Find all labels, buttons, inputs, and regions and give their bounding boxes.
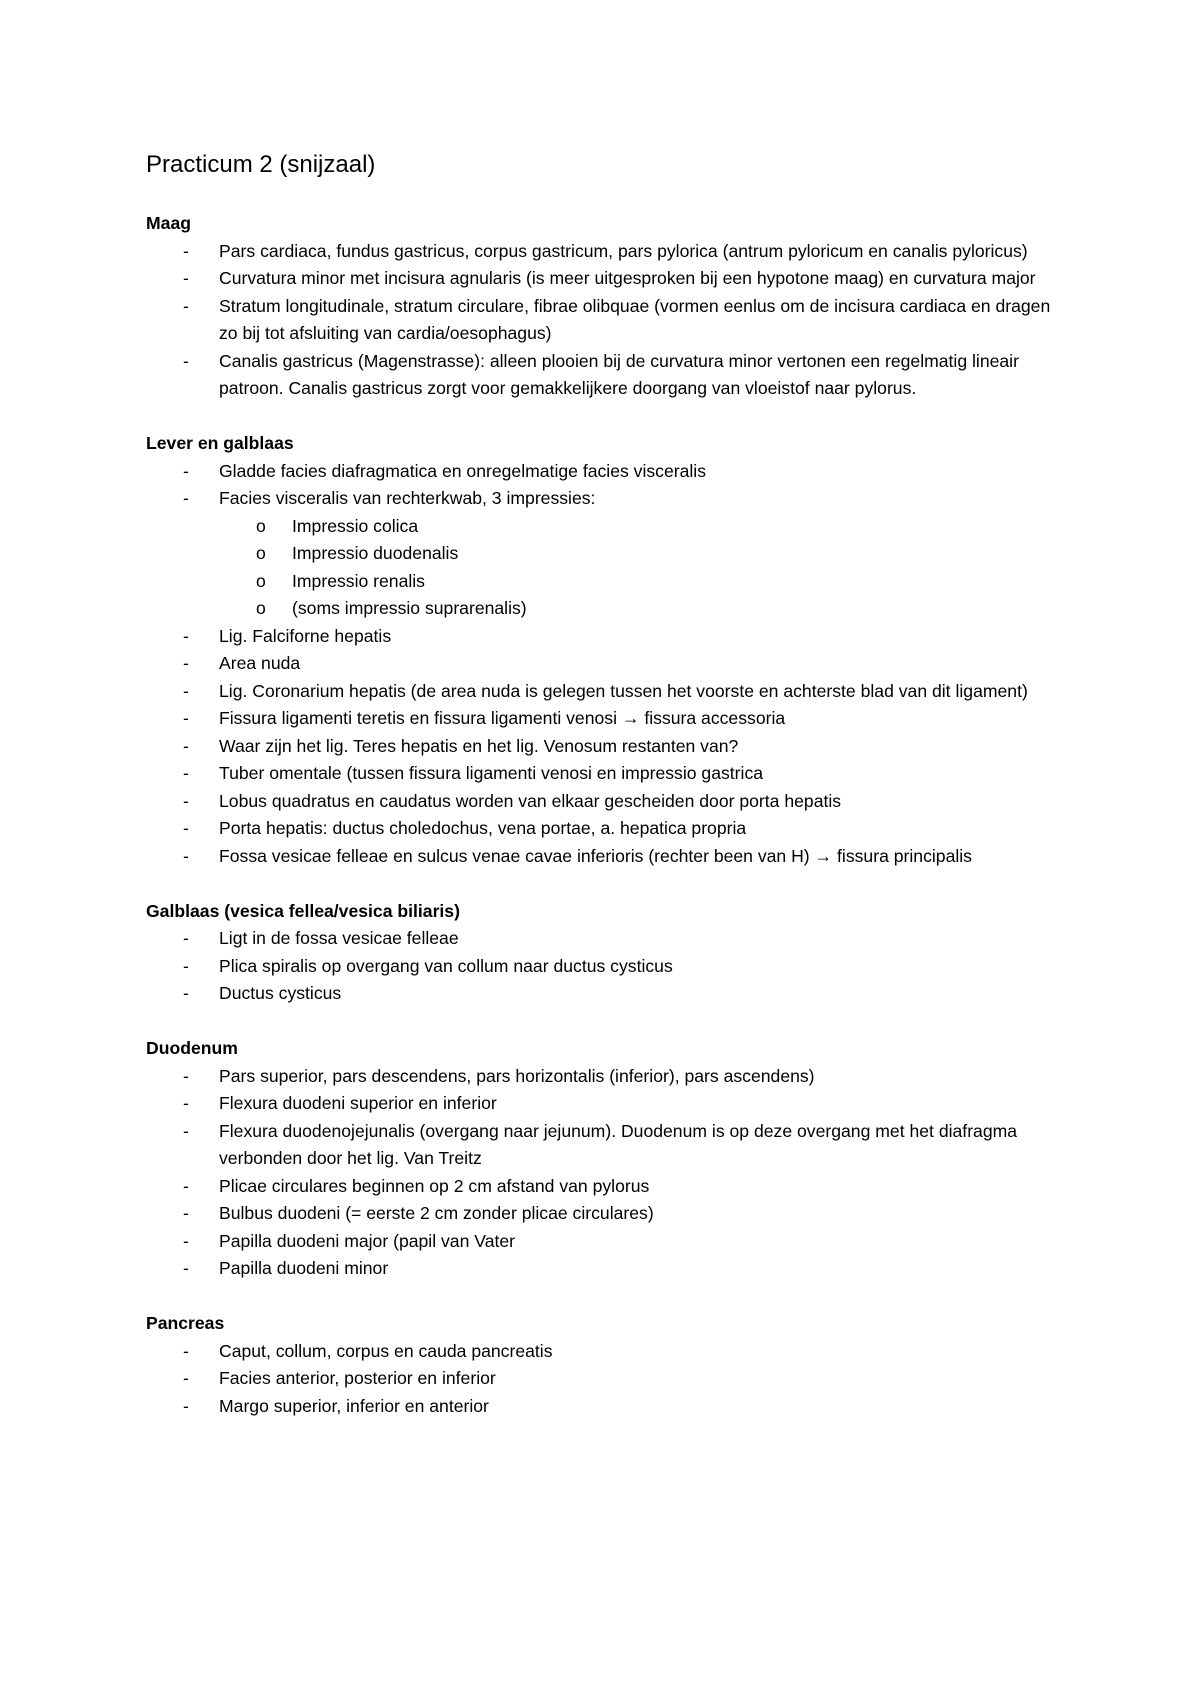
sub-list-item <box>219 540 1066 568</box>
list-item-text: Lig. Falciforne hepatis <box>219 625 392 646</box>
list-item-text: Facies visceralis van rechterkwab, 3 impressies: <box>219 488 596 508</box>
list-item <box>146 623 1066 651</box>
list-item-text: Lobus quadratus en caudatus worden van elkaar gescheiden door porta hepatis <box>219 790 842 811</box>
list-item <box>146 348 1066 403</box>
dash-bullet-icon: - <box>183 680 189 701</box>
list-item-text: Plicae circulares beginnen op 2 cm afstand van pylorus <box>219 1175 650 1196</box>
list-item <box>146 1173 1066 1201</box>
list-item-text: Papilla duodeni minor <box>219 1258 389 1278</box>
list-item <box>146 843 1066 871</box>
dash-bullet-icon: - <box>183 763 189 783</box>
dash-bullet-icon: - <box>183 1258 189 1278</box>
dash-bullet-icon: - <box>183 460 189 481</box>
dash-bullet-icon: - <box>183 955 189 976</box>
dash-bullet-icon: - <box>183 790 189 811</box>
list-item-text: Plica spiralis op overgang van collum naar ductus cysticus <box>219 955 673 976</box>
dash-bullet-icon: - <box>183 1230 189 1251</box>
dash-bullet-icon: - <box>183 1340 189 1361</box>
dash-bullet-icon: - <box>183 845 189 866</box>
list-item-text: Stratum longitudinale, stratum circulare, fibrae olibquae (vormen eenlus om de incisura cardiaca en dragen zo bij tot afsluiting van cardia/oesophagus) <box>219 295 1051 343</box>
section <box>146 898 1066 1008</box>
list-item-text: Tuber omentale (tussen fissura ligamenti venosi en impressio gastrica <box>219 763 764 783</box>
section-heading: Pancreas <box>146 1313 225 1333</box>
list-item <box>146 678 1066 706</box>
dash-bullet-icon: - <box>183 1175 189 1196</box>
section <box>146 210 1066 403</box>
circle-bullet-icon: o <box>256 515 266 536</box>
dash-bullet-icon: - <box>183 1093 189 1113</box>
circle-bullet-icon: o <box>256 598 266 618</box>
dash-bullet-icon: - <box>183 295 189 316</box>
list-item <box>146 1365 1066 1393</box>
list-item-text: Gladde facies diafragmatica en onregelmatige facies visceralis <box>219 460 707 481</box>
dash-bullet-icon: - <box>183 240 189 261</box>
sub-list-item-text: Impressio colica <box>292 515 419 536</box>
list-item <box>146 650 1066 678</box>
section <box>146 1035 1066 1283</box>
sub-list-item <box>219 595 1066 623</box>
bullet-list <box>146 1063 1066 1283</box>
list-item <box>146 760 1066 788</box>
section-heading: Maag <box>146 213 191 233</box>
bullet-list <box>146 238 1066 403</box>
list-item <box>146 980 1066 1008</box>
circle-bullet-icon: o <box>256 543 266 563</box>
list-item-text: Fissura ligamenti teretis en fissura ligamenti venosi → fissura accessoria <box>219 708 786 728</box>
list-item <box>146 1338 1066 1366</box>
sub-list-item <box>219 513 1066 541</box>
dash-bullet-icon: - <box>183 1065 189 1086</box>
section-heading: Galblaas (vesica fellea/vesica biliaris) <box>146 900 460 921</box>
list-item <box>146 1090 1066 1118</box>
list-item <box>146 1255 1066 1283</box>
dash-bullet-icon: - <box>183 625 189 646</box>
dash-bullet-icon: - <box>183 818 189 838</box>
list-item <box>146 293 1066 348</box>
list-item-text: Area nuda <box>219 653 301 673</box>
list-item <box>146 1200 1066 1228</box>
dash-bullet-icon: - <box>183 928 189 948</box>
list-item-text: Flexura duodeni superior en inferior <box>219 1093 497 1113</box>
list-item-text: Ligt in de fossa vesicae felleae <box>219 928 459 948</box>
dash-bullet-icon: - <box>183 983 189 1003</box>
dash-bullet-icon: - <box>183 488 189 508</box>
list-item <box>146 238 1066 266</box>
document-body <box>146 210 1066 1448</box>
dash-bullet-icon: - <box>183 1203 189 1223</box>
bullet-list <box>146 458 1066 871</box>
dash-bullet-icon: - <box>183 350 189 371</box>
list-item <box>146 733 1066 761</box>
list-item <box>146 265 1066 293</box>
list-item <box>146 705 1066 733</box>
list-item-text: Flexura duodenojejunalis (overgang naar jejunum). Duodenum is op deze overgang met het diafragma verbonden door het lig. Van Treitz <box>219 1120 1018 1168</box>
dash-bullet-icon: - <box>183 735 189 756</box>
dash-bullet-icon: - <box>183 268 189 288</box>
sub-list-item-text: Impressio duodenalis <box>292 543 459 563</box>
list-item-text: Porta hepatis: ductus choledochus, vena portae, a. hepatica propria <box>219 818 747 838</box>
list-item <box>146 815 1066 843</box>
list-item <box>146 1063 1066 1091</box>
sub-list-item-text: (soms impressio suprarenalis) <box>292 598 527 618</box>
page-title: Practicum 2 (snijzaal) <box>146 151 376 178</box>
list-item-text: Canalis gastricus (Magenstrasse): alleen plooien bij de curvatura minor vertonen een regelmatig lineair patroon. Canalis gastricus zorgt voor gemakkelijkere doorgang van vloeistof naar pylorus. <box>219 350 1019 398</box>
list-item-text: Curvatura minor met incisura agnularis (is meer uitgesproken bij een hypotone maag) en curvatura major <box>219 268 1036 288</box>
list-item <box>146 485 1066 623</box>
list-item-text: Papilla duodeni major (papil van Vater <box>219 1230 516 1251</box>
list-item <box>146 788 1066 816</box>
list-item-text: Waar zijn het lig. Teres hepatis en het lig. Venosum restanten van? <box>219 735 739 756</box>
dash-bullet-icon: - <box>183 1395 189 1416</box>
bullet-list <box>146 1338 1066 1421</box>
list-item <box>146 1393 1066 1421</box>
list-item-text: Fossa vesicae felleae en sulcus venae cavae inferioris (rechter been van H) → fissura principalis <box>219 845 972 866</box>
sub-list-item <box>219 568 1066 596</box>
list-item-text: Pars superior, pars descendens, pars horizontalis (inferior), pars ascendens) <box>219 1065 815 1086</box>
section <box>146 1310 1066 1420</box>
list-item-text: Facies anterior, posterior en inferior <box>219 1368 496 1388</box>
bullet-list <box>146 925 1066 1008</box>
list-item-text: Margo superior, inferior en anterior <box>219 1395 489 1416</box>
list-item <box>146 925 1066 953</box>
sub-list-item-text: Impressio renalis <box>292 570 425 591</box>
list-item-text: Ductus cysticus <box>219 983 342 1003</box>
list-item-text: Bulbus duodeni (= eerste 2 cm zonder plicae circulares) <box>219 1203 654 1223</box>
sub-list <box>219 513 1066 623</box>
list-item-text: Pars cardiaca, fundus gastricus, corpus gastricum, pars pylorica (antrum pyloricum en canalis pyloricus) <box>219 240 1028 261</box>
section-heading: Lever en galblaas <box>146 433 294 453</box>
dash-bullet-icon: - <box>183 1368 189 1388</box>
list-item-text: Caput, collum, corpus en cauda pancreatis <box>219 1340 553 1361</box>
section-heading: Duodenum <box>146 1038 238 1058</box>
dash-bullet-icon: - <box>183 653 189 673</box>
dash-bullet-icon: - <box>183 1120 189 1141</box>
list-item <box>146 458 1066 486</box>
list-item <box>146 1118 1066 1173</box>
section <box>146 430 1066 870</box>
circle-bullet-icon: o <box>256 570 266 591</box>
list-item <box>146 953 1066 981</box>
list-item <box>146 1228 1066 1256</box>
dash-bullet-icon: - <box>183 708 189 728</box>
list-item-text: Lig. Coronarium hepatis (de area nuda is gelegen tussen het voorste en achterste blad van dit ligament) <box>219 680 1028 701</box>
